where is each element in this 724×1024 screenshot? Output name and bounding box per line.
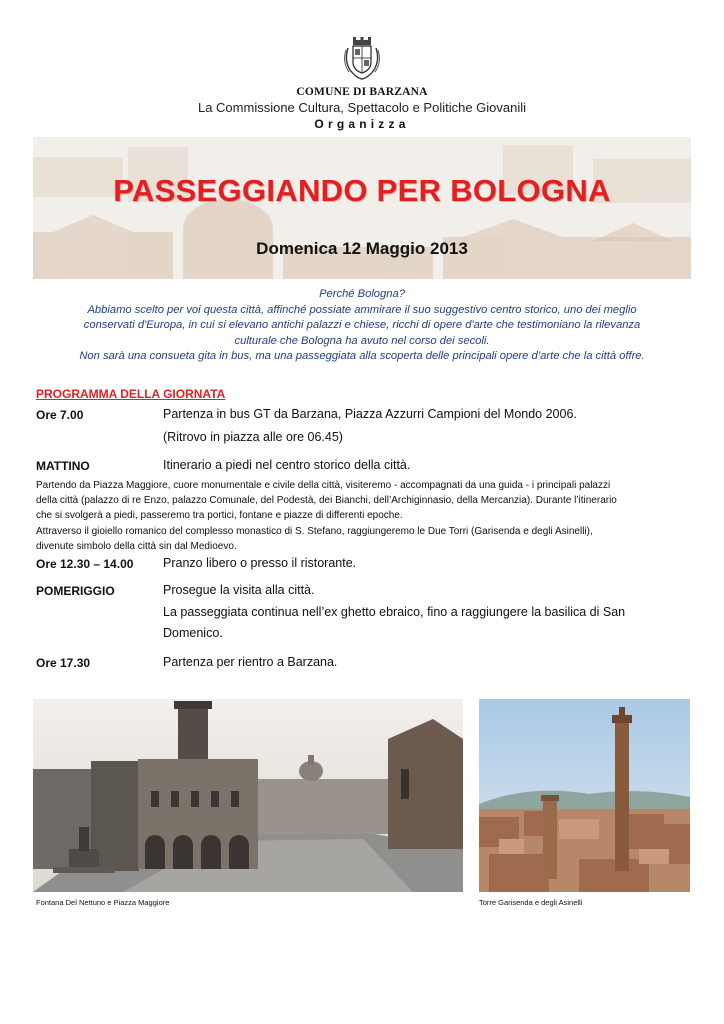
mattino-text: Itinerario a piedi nel centro storico della città. (163, 458, 411, 472)
mattino-detail-line: Attraverso il gioiello romanico del complesso monastico di S. Stefano, raggiungeremo le Due Torri (Garisenda e degli Asinelli), (36, 525, 593, 537)
intro-question: Perché Bologna? (319, 288, 405, 300)
title-banner (33, 137, 691, 279)
pomeriggio-text-3: Domenico. (163, 626, 223, 640)
intro-line: culturale che Bologna ha avuto nel corso dei secoli. (234, 334, 490, 347)
crest-emblem (342, 34, 382, 80)
intro-line: Abbiamo scelto per voi questa città, affinché possiate ammirare il suo suggestivo centro storico, uno dei meglio (87, 303, 637, 316)
due-torri-photo (479, 699, 690, 892)
ore7-text-1: Partenza in bus GT da Barzana, Piazza Azzurri Campioni del Mondo 2006. (163, 407, 577, 421)
mattino-detail (36, 478, 681, 554)
mattino-detail-line: divenute simbolo della città sin dal Medioevo. (36, 540, 237, 552)
programme-heading: PROGRAMMA DELLA GIORNATA (36, 387, 226, 401)
photo-caption-torri: Torre Garisenda e degli Asinelli (479, 898, 583, 907)
intro-text (36, 287, 688, 365)
pomeriggio-text-1: Prosegue la visita alla città. (163, 583, 315, 597)
comune-name: COMUNE DI BARZANA (296, 86, 428, 98)
piazza-maggiore-photo (33, 699, 463, 892)
mattino-detail-line: Partendo da Piazza Maggiore, cuore monumentale e civile della città, visiteremo - accompagnati da una guida - i principali palazzi (36, 480, 611, 491)
event-title: PASSEGGIANDO PER BOLOGNA (113, 173, 611, 208)
ore1730-text: Partenza per rientro a Barzana. (163, 655, 338, 669)
mattino-detail-line: della città (palazzo di re Enzo, palazzo Comunale, del Podestà, dei Bianchi, dell’Archiginnasio, della Mercanzia). Durante l’itinerario (36, 495, 617, 507)
mattino-detail-line: che si svolgerà a piedi, passeremo tra portici, fontane e piazze di differenti epoche. (36, 510, 403, 522)
photo-caption-piazza: Fontana Del Nettuno e Piazza Maggiore (36, 898, 170, 907)
organizza-label: Organizza (314, 117, 410, 131)
ore7-label: Ore 7.00 (36, 408, 84, 422)
ore1730-label: Ore 17.30 (36, 656, 91, 670)
ore7-text-2: (Ritrovo in piazza alle ore 06.45) (163, 430, 343, 444)
pomeriggio-text-2: La passeggiata continua nell’ex ghetto ebraico, fino a raggiungere la basilica di San (163, 605, 626, 619)
pomeriggio-label: POMERIGGIO (36, 584, 115, 598)
pranzo-text: Pranzo libero o presso il ristorante. (163, 556, 357, 570)
pranzo-label: Ore 12.30 – 14.00 (36, 557, 134, 571)
event-date: Domenica 12 Maggio 2013 (256, 239, 468, 258)
commissione-line: La Commissione Cultura, Spettacolo e Politiche Giovanili (197, 100, 527, 115)
intro-line: Non sarà una consueta gita in bus, ma una passeggiata alla scoperta delle principali opere d’arte che la città offre. (79, 350, 645, 363)
intro-line: conservati d'Europa, in cui si elevano antichi palazzi e chiese, ricchi di opere d'arte che testimoniano la rilevanza (83, 319, 641, 332)
mattino-label: MATTINO (36, 459, 90, 473)
